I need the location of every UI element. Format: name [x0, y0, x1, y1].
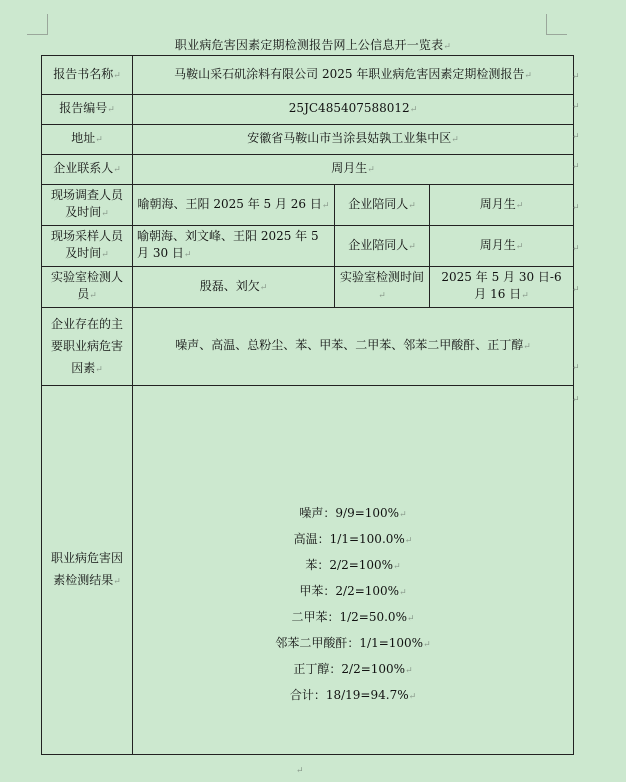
- lab-time-value: 2025 年 5 月 30 日-6 月 16 日↵: [430, 267, 574, 308]
- table-row: [42, 56, 574, 95]
- label-cell: 报告编号↵: [42, 95, 133, 125]
- report-name-value: 马鞍山采石矶涂料有限公司 2025 年职业病危害因素定期检测报告↵: [133, 56, 574, 95]
- row-end-mark: ↵: [572, 244, 580, 254]
- list-item: 苯：2/2=100%↵: [305, 558, 401, 572]
- table-row: [42, 95, 574, 125]
- label-cell: 实验室检测人员↵: [42, 267, 133, 308]
- survey-escort-value: 周月生↵: [430, 185, 574, 226]
- list-item: 噪声：9/9=100%↵: [299, 506, 407, 520]
- results-list: [275, 431, 430, 709]
- row-end-mark: ↵: [572, 132, 580, 142]
- document-title: 职业病危害因素定期检测报告网上公信息开一览表↵: [174, 38, 452, 52]
- row-end-mark: ↵: [572, 395, 580, 405]
- hazards-value: 噪声、高温、总粉尘、苯、甲苯、二甲苯、邻苯二甲酸酐、正丁醇↵: [133, 308, 574, 386]
- label-cell: 报告书名称↵: [42, 56, 133, 95]
- row-end-mark: ↵: [572, 363, 580, 373]
- list-item: 正丁醇：2/2=100%↵: [293, 662, 413, 676]
- report-table: [41, 55, 574, 755]
- document-end-mark: ↵: [296, 766, 304, 776]
- row-end-mark: ↵: [572, 162, 580, 172]
- label-cell: 现场调查人员及时间↵: [42, 185, 133, 226]
- list-item: 合计：18/19=94.7%↵: [289, 688, 417, 702]
- label-cell: 职业病危害因素检测结果↵: [42, 386, 133, 755]
- list-item: 甲苯：2/2=100%↵: [299, 584, 407, 598]
- row-end-mark: ↵: [572, 203, 580, 213]
- sampling-value: 喻朝海、刘文峰、王阳 2025 年 5 月 30 日↵: [133, 226, 335, 267]
- crop-mark-top-left: [27, 14, 48, 35]
- sampling-escort-value: 周月生↵: [430, 226, 574, 267]
- row-end-mark: ↵: [572, 102, 580, 112]
- label-cell: 企业陪同人↵: [335, 226, 430, 267]
- table-row: [42, 308, 574, 386]
- list-item: 邻苯二甲酸酐：1/1=100%↵: [275, 636, 431, 650]
- survey-value: 喻朝海、王阳 2025 年 5 月 26 日↵: [133, 185, 335, 226]
- table-row: [42, 267, 574, 308]
- list-item: 高温：1/1=100.0%↵: [293, 532, 413, 546]
- report-number-value: 25JC485407588012↵: [133, 95, 574, 125]
- label-cell: 企业联系人↵: [42, 155, 133, 185]
- table-row: [42, 185, 574, 226]
- label-cell: 现场采样人员及时间↵: [42, 226, 133, 267]
- row-end-mark: ↵: [572, 285, 580, 295]
- label-cell: 地址↵: [42, 125, 133, 155]
- list-item: 二甲苯：1/2=50.0%↵: [291, 610, 415, 624]
- lab-staff-value: 殷磊、刘欠↵: [133, 267, 335, 308]
- table-row: [42, 226, 574, 267]
- table-row: [42, 155, 574, 185]
- row-end-mark: ↵: [572, 72, 580, 82]
- label-cell: 实验室检测时间↵: [335, 267, 430, 308]
- table-row: [42, 125, 574, 155]
- address-value: 安徽省马鞍山市当涂县姑孰工业集中区↵: [133, 125, 574, 155]
- label-cell: 企业存在的主要职业病危害因素↵: [42, 308, 133, 386]
- crop-mark-top-right: [546, 14, 567, 35]
- table-row: [42, 386, 574, 755]
- results-value: [133, 386, 574, 755]
- contact-value: 周月生↵: [133, 155, 574, 185]
- label-cell: 企业陪同人↵: [335, 185, 430, 226]
